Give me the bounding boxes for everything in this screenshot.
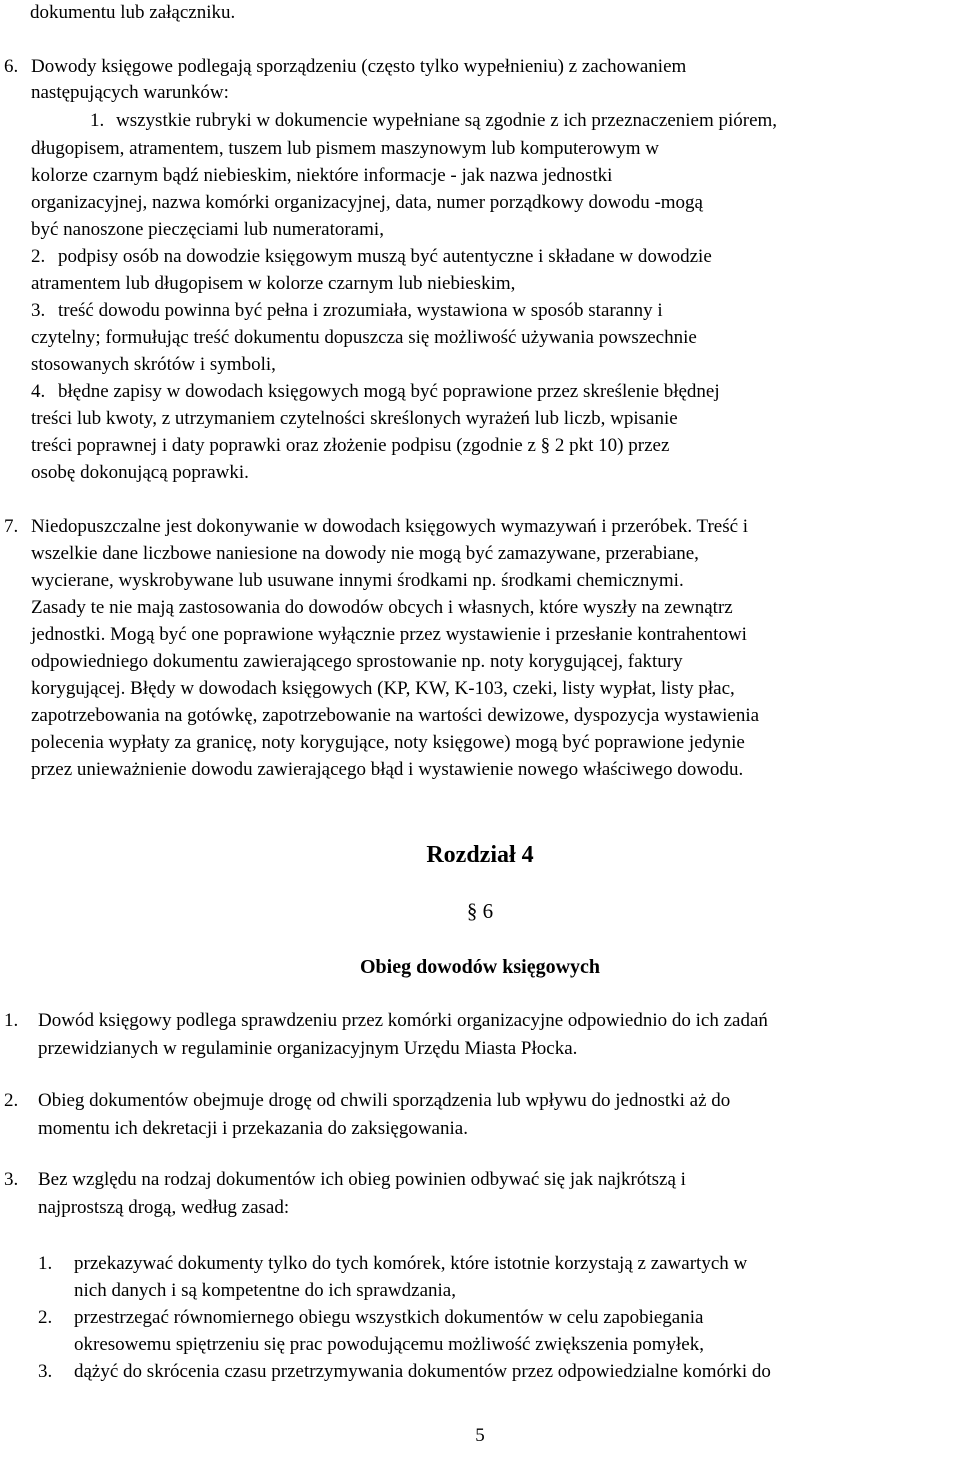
sub-item-line: treści poprawnej i daty poprawki oraz złożenie podpisu (zgodnie z § 2 pkt 10) przez bbox=[31, 435, 670, 456]
obieg-item-line: momentu ich dekretacji i przekazania do zaksięgowania. bbox=[38, 1118, 468, 1139]
sub-item-line: atramentem lub długopisem w kolorze czarnym lub niebieskim, bbox=[31, 273, 516, 294]
sub-item-line: być nanoszone pieczęciami lub numeratorami, bbox=[31, 219, 384, 240]
zasada-number: 2. bbox=[38, 1307, 53, 1328]
item-7-line: odpowiedniego dokumentu zawierającego sprostowanie np. noty korygującej, faktury bbox=[31, 651, 683, 672]
sub-item-line: długopisem, atramentem, tuszem lub pismem maszynowym lub komputerowym w bbox=[31, 138, 659, 159]
item-7-line: przez unieważnienie dowodu zawierającego błąd i wystawienie nowego właściwego dowodu. bbox=[31, 759, 744, 780]
item-6-line-2: następujących warunków: bbox=[31, 82, 229, 103]
zasada-number: 3. bbox=[38, 1361, 53, 1382]
sub-item-line: organizacyjnej, nazwa komórki organizacyjnej, data, numer porządkowy dowodu -mogą bbox=[31, 192, 703, 213]
sub-item-line: stosowanych skrótów i symboli, bbox=[31, 354, 276, 375]
item-7-line: korygującej. Błędy w dowodach księgowych (KP, KW, K-103, czeki, listy wypłat, listy płac, bbox=[31, 678, 735, 699]
obieg-item-number: 1. bbox=[4, 1010, 19, 1031]
item-7-line: polecenia wypłaty za granicę, noty korygujące, noty księgowe) mogą być poprawione jedynie bbox=[31, 732, 745, 753]
section-subtitle: Obieg dowodów księgowych bbox=[359, 956, 601, 978]
obieg-item-line: Obieg dokumentów obejmuje drogę od chwili sporządzenia lub wpływu do jednostki aż do bbox=[38, 1090, 731, 1111]
sub-item-line: treści lub kwoty, z utrzymaniem czytelności skreślonych wyrażeń lub liczb, wpisanie bbox=[31, 408, 678, 429]
obieg-item-line: najprostszą drogą, według zasad: bbox=[38, 1197, 290, 1218]
sub-item-line: wszystkie rubryki w dokumencie wypełniane są zgodnie z ich przeznaczeniem piórem, bbox=[116, 110, 778, 131]
continuation-text: dokumentu lub załączniku. bbox=[30, 2, 236, 23]
zasada-line: przekazywać dokumenty tylko do tych komórek, które istotnie korzystają z zawartych w bbox=[74, 1253, 748, 1274]
page-number: 5 bbox=[475, 1425, 485, 1446]
item-7-number: 7. bbox=[4, 516, 19, 537]
obieg-item-line: Dowód księgowy podlega sprawdzeniu przez komórki organizacyjne odpowiednio do ich zadań bbox=[38, 1010, 768, 1031]
zasada-line: przestrzegać równomiernego obiegu wszystkich dokumentów w celu zapobiegania bbox=[74, 1307, 704, 1328]
sub-item-line: kolorze czarnym bądź niebieskim, niektóre informacje - jak nazwa jednostki bbox=[31, 165, 613, 186]
obieg-item-number: 2. bbox=[4, 1090, 19, 1111]
zasada-line: okresowemu spiętrzeniu się prac powodującemu możliwość zwiększenia pomyłek, bbox=[74, 1334, 704, 1355]
sub-item-line: osobę dokonującą poprawki. bbox=[31, 462, 249, 483]
sub-item-number: 2. bbox=[31, 246, 46, 267]
sub-item-number: 3. bbox=[31, 300, 46, 321]
item-7-line: wszelkie dane liczbowe naniesione na dowody nie mogą być zamazywane, przerabiane, bbox=[31, 543, 699, 564]
zasada-line: nich danych i są kompetentne do ich sprawdzania, bbox=[74, 1280, 456, 1301]
item-7-line: Niedopuszczalne jest dokonywanie w dowodach księgowych wymazywań i przeróbek. Treść i bbox=[31, 516, 749, 537]
item-7-line: zapotrzebowania na gotówkę, zapotrzebowanie na wartości dewizowe, dyspozycja wystawienia bbox=[31, 705, 760, 726]
section-number: § 6 bbox=[466, 899, 494, 923]
item-6-number: 6. bbox=[4, 56, 19, 77]
sub-item-number: 1. bbox=[90, 110, 105, 131]
zasada-line: dążyć do skrócenia czasu przetrzymywania dokumentów przez odpowiedzialne komórki do bbox=[74, 1361, 771, 1382]
item-7-line: Zasady te nie mają zastosowania do dowodów obcych i własnych, które wyszły na zewnątrz bbox=[31, 597, 733, 618]
obieg-item-number: 3. bbox=[4, 1169, 19, 1190]
sub-item-line: błędne zapisy w dowodach księgowych mogą być poprawione przez skreślenie błędnej bbox=[58, 381, 720, 402]
obieg-item-line: Bez względu na rodzaj dokumentów ich obieg powinien odbywać się jak najkrótszą i bbox=[38, 1169, 686, 1190]
item-7-line: jednostki. Mogą być one poprawione wyłącznie przez wystawienie i przesłanie kontrahentowi bbox=[31, 624, 747, 645]
obieg-item-line: przewidzianych w regulaminie organizacyjnym Urzędu Miasta Płocka. bbox=[38, 1038, 578, 1059]
sub-item-line: treść dowodu powinna być pełna i zrozumiała, wystawiona w sposób staranny i bbox=[58, 300, 663, 321]
zasada-number: 1. bbox=[38, 1253, 53, 1274]
chapter-title: Rozdział 4 bbox=[426, 842, 534, 868]
item-6-line-1: Dowody księgowe podlegają sporządzeniu (często tylko wypełnieniu) z zachowaniem bbox=[31, 56, 687, 77]
sub-item-line: czytelny; formułując treść dokumentu dopuszcza się możliwość używania powszechnie bbox=[31, 327, 697, 348]
sub-item-line: podpisy osób na dowodzie księgowym muszą być autentyczne i składane w dowodzie bbox=[58, 246, 712, 267]
sub-item-number: 4. bbox=[31, 381, 46, 402]
item-7-line: wycierane, wyskrobywane lub usuwane innymi środkami np. środkami chemicznymi. bbox=[31, 570, 684, 591]
